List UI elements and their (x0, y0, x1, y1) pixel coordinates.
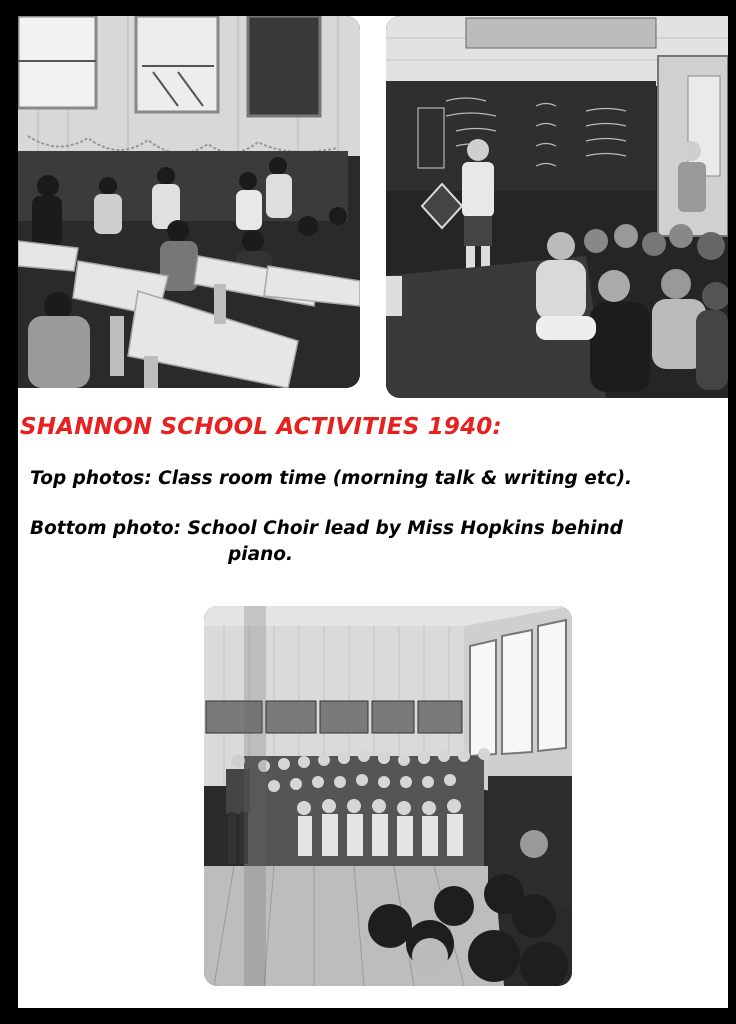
school-choir-photo (204, 606, 572, 986)
classroom-morning-talk-photo (386, 16, 728, 398)
bottom-caption-line2: piano. (228, 544, 293, 565)
bottom-caption-line1: Bottom photo: School Choir lead by Miss Hopkins behind (30, 518, 623, 539)
top-photos-caption: Top photos: Class room time (morning talk & writing etc). (30, 468, 633, 489)
classroom-writing-photo (18, 16, 360, 388)
bottom-photo-caption (30, 516, 720, 568)
document-page (18, 16, 728, 1008)
page-heading: SHANNON SCHOOL ACTIVITIES 1940: (20, 414, 502, 440)
